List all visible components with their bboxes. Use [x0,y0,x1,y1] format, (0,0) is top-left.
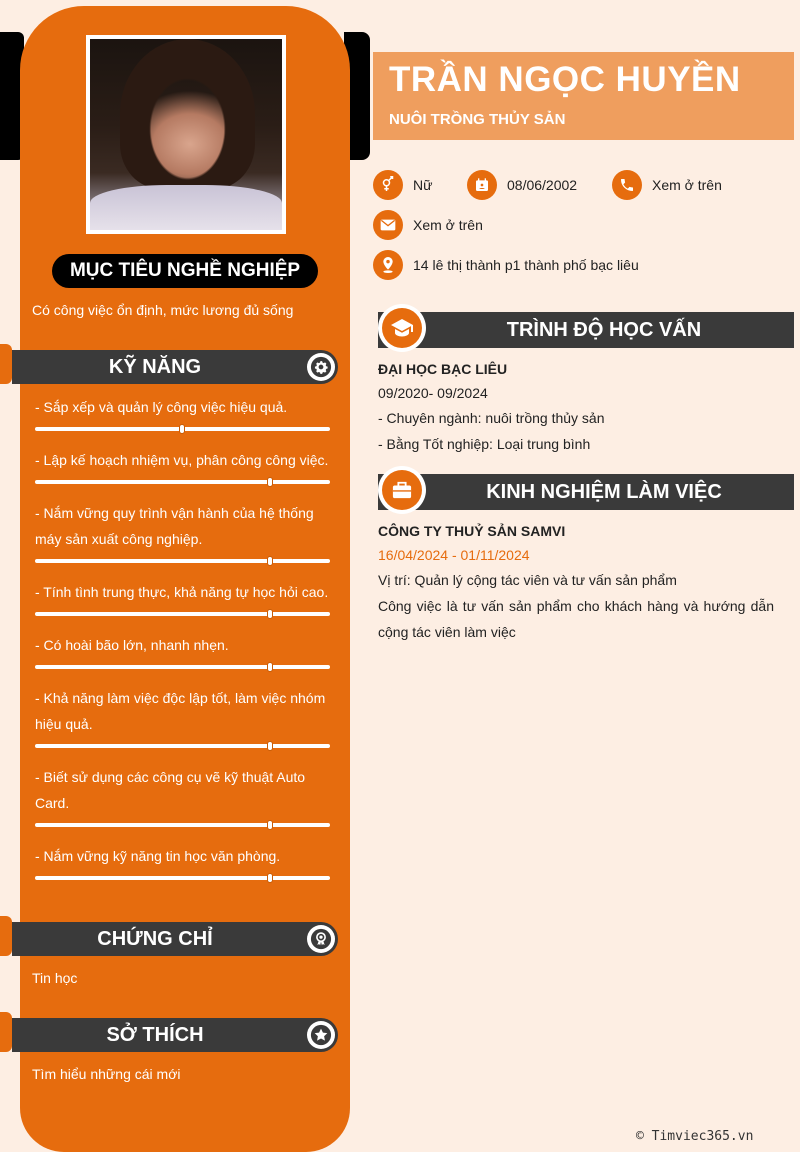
experience-role: Vị trí: Quản lý cộng tác viên và tư vấn sản phẩm [378,572,677,588]
skill-bar [35,823,330,827]
skill-item: - Lập kế hoạch nhiệm vụ, phân công công việc. [35,452,329,468]
hobbies-text: Tìm hiểu những cái mới [32,1066,181,1082]
skill-bar [35,665,330,669]
phone-info [612,170,722,200]
experience-company: CÔNG TY THUỶ SẢN SAMVI [378,523,566,539]
phone-value: Xem ở trên [652,177,722,193]
address-value: 14 lê thị thành p1 thành phố bạc liêu [413,257,639,273]
footer-credit: © Timviec365.vn [636,1129,754,1144]
certificates-header [12,922,338,956]
education-degree: - Bằng Tốt nghiệp: Loại trung bình [378,436,591,452]
calendar-icon [467,170,497,200]
certificates-text: Tin học [32,970,78,986]
skill-knob [267,662,273,672]
gender-value: Nữ [413,177,433,193]
certificates-title: CHỨNG CHỈ [97,927,213,950]
skill-knob [267,556,273,566]
skill-bar [35,744,330,748]
skill-item: - Nắm vững kỹ năng tin học văn phòng. [35,848,281,864]
email-info [373,210,483,240]
graduation-cap-icon [378,304,426,352]
skill-knob [267,741,273,751]
skill-bar [35,559,330,563]
certificates-tab-decor [0,916,12,956]
gear-icon [307,353,335,381]
profile-photo [90,39,282,230]
email-value: Xem ở trên [413,217,483,233]
experience-period: 16/04/2024 - 01/11/2024 [378,547,530,563]
address-info [373,250,639,280]
gender-icon [373,170,403,200]
experience-title: KINH NGHIỆM LÀM VIỆC [486,480,722,503]
skill-knob [267,873,273,883]
skill-item: - Biết sử dụng các công cụ vẽ kỹ thuật Auto Card. [35,769,306,811]
hobbies-tab-decor [0,1012,12,1052]
skill-item: - Sắp xếp và quản lý công việc hiệu quả. [35,399,288,415]
education-period: 09/2020- 09/2024 [378,385,488,401]
hobbies-title: SỞ THÍCH [106,1023,204,1046]
education-school: ĐẠI HỌC BẠC LIÊU [378,361,508,377]
skill-item: - Nắm vững quy trình vận hành của hệ thống máy sản xuất công nghiệp. [35,505,314,547]
skill-bar [35,427,330,431]
mail-icon [373,210,403,240]
skills-tab-decor [0,344,12,384]
skill-knob [267,477,273,487]
skill-bar [35,612,330,616]
objective-title: MỤC TIÊU NGHỀ NGHIỆP [52,254,318,288]
dob-info [467,170,577,200]
objective-text: Có công việc ổn định, mức lương đủ sống [32,302,294,318]
skill-item: - Có hoài bão lớn, nhanh nhẹn. [35,637,229,653]
skill-item: - Tính tình trung thực, khả năng tự học hỏi cao. [35,584,329,600]
skill-item: - Khả năng làm việc độc lập tốt, làm việc nhóm hiệu quả. [35,690,326,732]
job-title: NUÔI TRỒNG THỦY SẢN [389,111,566,128]
skill-bar [35,876,330,880]
star-icon [307,1021,335,1049]
education-title: TRÌNH ĐỘ HỌC VẤN [506,318,702,341]
skill-knob [179,424,185,434]
education-header [378,312,794,348]
hobbies-header [12,1018,338,1052]
avatar [86,35,286,234]
skill-bar [35,480,330,484]
skills-title: KỸ NĂNG [108,355,202,378]
experience-description: Công việc là tư vấn sản phẩm cho khách hàng và hướng dẫn cộng tác viên làm việc [378,598,774,640]
gender-info [373,170,432,200]
dob-value: 08/06/2002 [507,177,578,193]
full-name: TRẦN NGỌC HUYỀN [389,60,741,99]
skill-knob [267,609,273,619]
award-icon [307,925,335,953]
phone-icon [612,170,642,200]
location-icon [373,250,403,280]
briefcase-icon [378,466,426,514]
skill-knob [267,820,273,830]
skills-header [12,350,338,384]
name-band [373,52,794,140]
experience-header [378,474,794,510]
education-major: - Chuyên ngành: nuôi trồng thủy sản [378,410,605,426]
